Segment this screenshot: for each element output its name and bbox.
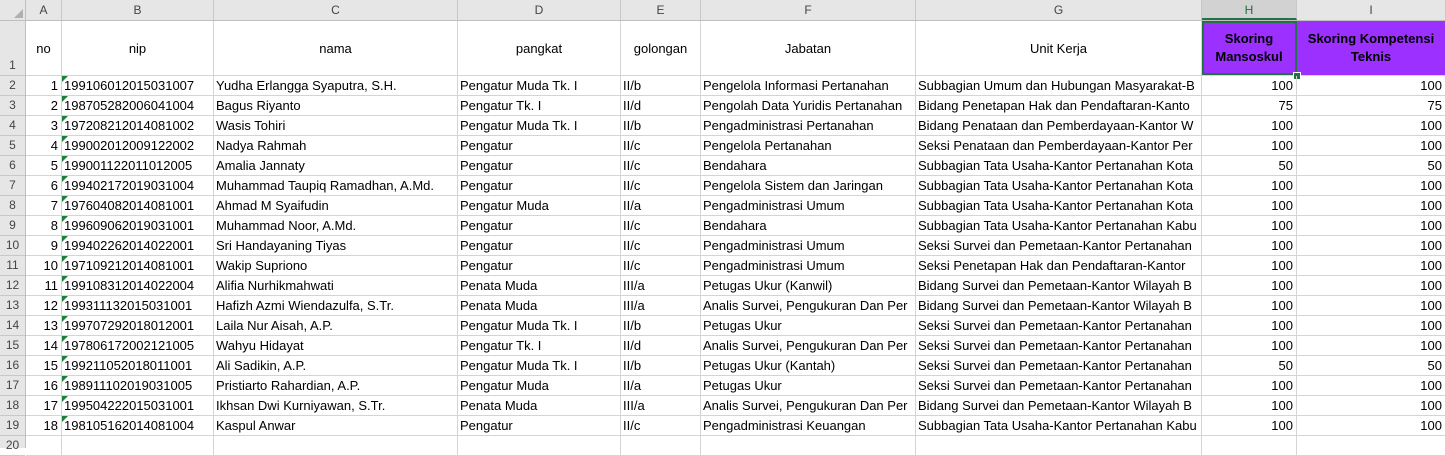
cell-teknis[interactable]: 100 [1297,216,1446,235]
cell-pangkat[interactable]: Penata Muda [458,396,621,415]
cell-mansoskul[interactable]: 100 [1202,296,1297,315]
cell-jabatan[interactable]: Pengelola Pertanahan [701,136,916,155]
table-row [26,176,1446,196]
cell-jabatan[interactable]: Petugas Ukur [701,316,916,335]
cell-teknis[interactable]: 50 [1297,156,1446,175]
cell-golongan[interactable]: II/c [621,176,701,195]
header-pangkat[interactable]: pangkat [458,21,621,75]
cell-pangkat[interactable]: Pengatur [458,176,621,195]
cell-no[interactable]: 7 [26,196,62,215]
cell-mansoskul[interactable]: 100 [1202,76,1297,95]
row-header-12[interactable]: 12 [0,276,25,296]
row-header-18[interactable]: 18 [0,396,25,416]
error-indicator-icon [62,156,68,162]
cell-teknis[interactable]: 100 [1297,316,1446,335]
cell-teknis[interactable]: 50 [1297,356,1446,375]
cell-jabatan[interactable]: Analis Survei, Pengukuran Dan Per [701,296,916,315]
error-indicator-icon [62,216,68,222]
cell-golongan[interactable]: II/b [621,116,701,135]
table-row [26,196,1446,216]
row-header-6[interactable]: 6 [0,156,25,176]
cell-nama[interactable]: Sri Handayaning Tiyas [214,236,458,255]
cell-mansoskul[interactable]: 50 [1202,356,1297,375]
cell-mansoskul[interactable]: 100 [1202,136,1297,155]
cell-nama[interactable]: Ahmad M Syaifudin [214,196,458,215]
error-indicator-icon [62,296,68,302]
cell-pangkat[interactable]: Pengatur [458,136,621,155]
cell-unit[interactable]: Seksi Survei dan Pemetaan-Kantor Pertanahan [916,316,1202,335]
cell-pangkat[interactable]: Pengatur [458,216,621,235]
table-row [26,116,1446,136]
header-skoring-teknis[interactable]: Skoring Kompetensi Teknis [1297,21,1446,75]
column-header-d[interactable]: D [458,0,621,20]
cell-jabatan[interactable]: Pengadministrasi Umum [701,236,916,255]
cell-mansoskul[interactable]: 100 [1202,116,1297,135]
cell-nama[interactable]: Bagus Riyanto [214,96,458,115]
cell-no[interactable]: 6 [26,176,62,195]
cell-jabatan[interactable]: Petugas Ukur (Kanwil) [701,276,916,295]
cell-mansoskul[interactable]: 100 [1202,376,1297,395]
row-header-7[interactable]: 7 [0,176,25,196]
cell-pangkat[interactable]: Pengatur Muda Tk. I [458,116,621,135]
empty-cell[interactable] [1202,436,1297,455]
cell-unit[interactable]: Seksi Survei dan Pemetaan-Kantor Pertanahan [916,236,1202,255]
cell-unit[interactable]: Subbagian Tata Usaha-Kantor Pertanahan Kota [916,176,1202,195]
column-header-i[interactable]: I [1297,0,1446,20]
cell-pangkat[interactable]: Pengatur Muda [458,196,621,215]
cell-unit[interactable]: Bidang Penetapan Hak dan Pendaftaran-Kanto [916,96,1202,115]
cell-nama[interactable]: Kaspul Anwar [214,416,458,435]
cell-mansoskul[interactable]: 100 [1202,396,1297,415]
cell-jabatan[interactable]: Bendahara [701,156,916,175]
error-indicator-icon [62,176,68,182]
header-nama[interactable]: nama [214,21,458,75]
header-unit-kerja[interactable]: Unit Kerja [916,21,1202,75]
cell-mansoskul[interactable]: 100 [1202,176,1297,195]
cell-no[interactable]: 9 [26,236,62,255]
header-jabatan[interactable]: Jabatan [701,21,916,75]
cell-nama[interactable]: Laila Nur Aisah, A.P. [214,316,458,335]
cell-teknis[interactable]: 75 [1297,96,1446,115]
cell-unit[interactable]: Seksi Survei dan Pemetaan-Kantor Pertanahan [916,376,1202,395]
header-golongan[interactable]: golongan [621,21,701,75]
cell-nip[interactable]: 197806172002121005 [62,336,214,355]
cell-jabatan[interactable]: Bendahara [701,216,916,235]
cell-mansoskul[interactable]: 100 [1202,316,1297,335]
table-row [26,216,1446,236]
cell-jabatan[interactable]: Pengadministrasi Pertanahan [701,116,916,135]
row-header-1[interactable]: 1 [0,21,25,76]
cell-no[interactable]: 4 [26,136,62,155]
cell-mansoskul[interactable]: 100 [1202,196,1297,215]
table-row [26,396,1446,416]
cell-nip[interactable]: 199402172019031004 [62,176,214,195]
cell-teknis[interactable]: 100 [1297,376,1446,395]
cell-unit[interactable]: Seksi Penataan dan Pemberdayaan-Kantor Per [916,136,1202,155]
cell-unit[interactable]: Subbagian Tata Usaha-Kantor Pertanahan Kota [916,156,1202,175]
error-indicator-icon [62,236,68,242]
cell-pangkat[interactable]: Pengatur Tk. I [458,96,621,115]
cell-teknis[interactable]: 100 [1297,116,1446,135]
error-indicator-icon [62,116,68,122]
cell-nama[interactable]: Ali Sadikin, A.P. [214,356,458,375]
cell-unit[interactable]: Bidang Survei dan Pemetaan-Kantor Wilayah B [916,396,1202,415]
cell-nama[interactable]: Alifia Nurhikmahwati [214,276,458,295]
cell-teknis[interactable]: 100 [1297,76,1446,95]
row-header-4[interactable]: 4 [0,116,25,136]
cell-mansoskul[interactable]: 100 [1202,276,1297,295]
cell-no[interactable]: 1 [26,76,62,95]
table-row [26,336,1446,356]
row-header-2[interactable]: 2 [0,76,25,96]
error-indicator-icon [62,316,68,322]
cell-teknis[interactable]: 100 [1297,276,1446,295]
row-header-10[interactable]: 10 [0,236,25,256]
row-header-3[interactable]: 3 [0,96,25,116]
cell-nip[interactable]: 199002012009122002 [62,136,214,155]
row-header-8[interactable]: 8 [0,196,25,216]
table-row [26,156,1446,176]
cell-nip[interactable]: 199311132015031001 [62,296,214,315]
cell-nama[interactable]: Wasis Tohiri [214,116,458,135]
cell-pangkat[interactable]: Pengatur [458,416,621,435]
cell-nip[interactable]: 199106012015031007 [62,76,214,95]
cell-pangkat[interactable]: Pengatur Tk. I [458,336,621,355]
row-header-20[interactable]: 20 [0,436,25,456]
cell-jabatan[interactable]: Pengadministrasi Keuangan [701,416,916,435]
error-indicator-icon [62,416,68,422]
error-indicator-icon [62,356,68,362]
column-header-g[interactable]: G [916,0,1202,20]
cell-unit[interactable]: Seksi Survei dan Pemetaan-Kantor Pertanahan [916,336,1202,355]
cell-pangkat[interactable]: Pengatur Muda Tk. I [458,76,621,95]
cell-golongan[interactable]: II/d [621,336,701,355]
error-indicator-icon [62,376,68,382]
cell-nama[interactable]: Pristiarto Rahardian, A.P. [214,376,458,395]
cell-mansoskul[interactable]: 100 [1202,236,1297,255]
cell-no[interactable]: 2 [26,96,62,115]
cell-mansoskul[interactable]: 100 [1202,336,1297,355]
cell-no[interactable]: 14 [26,336,62,355]
cell-teknis[interactable]: 100 [1297,196,1446,215]
cell-jabatan[interactable]: Pengolah Data Yuridis Pertanahan [701,96,916,115]
row-header-16[interactable]: 16 [0,356,25,376]
empty-cell[interactable] [621,436,701,455]
select-all-button[interactable] [0,0,26,20]
column-header-e[interactable]: E [621,0,701,20]
cell-golongan[interactable]: II/b [621,356,701,375]
row-header-bar [0,21,26,452]
cell-mansoskul[interactable]: 100 [1202,256,1297,275]
table-row [26,316,1446,336]
cell-nama[interactable]: Muhammad Taupiq Ramadhan, A.Md. [214,176,458,195]
cell-mansoskul[interactable]: 100 [1202,216,1297,235]
cell-nip[interactable]: 197208212014081002 [62,116,214,135]
cell-nama[interactable]: Wakip Supriono [214,256,458,275]
cell-teknis[interactable]: 100 [1297,236,1446,255]
cell-pangkat[interactable]: Pengatur [458,156,621,175]
cell-nip[interactable]: 198911102019031005 [62,376,214,395]
column-header-bar [0,0,1446,21]
cell-no[interactable]: 10 [26,256,62,275]
empty-cell[interactable] [458,436,621,455]
cell-golongan[interactable]: II/c [621,416,701,435]
table-row [26,136,1446,156]
cell-nip[interactable]: 199211052018011001 [62,356,214,375]
cell-unit[interactable]: Subbagian Tata Usaha-Kantor Pertanahan Kota [916,196,1202,215]
cell-jabatan[interactable]: Pengelola Informasi Pertanahan [701,76,916,95]
cell-golongan[interactable]: II/a [621,196,701,215]
cell-teknis[interactable]: 100 [1297,136,1446,155]
cell-unit[interactable]: Bidang Penataan dan Pemberdayaan-Kantor W [916,116,1202,135]
row-header-9[interactable]: 9 [0,216,25,236]
column-header-c[interactable]: C [214,0,458,20]
error-indicator-icon [62,256,68,262]
header-row [26,21,1446,76]
error-indicator-icon [62,76,68,82]
empty-cell[interactable] [916,436,1202,455]
cell-nama[interactable]: Hafizh Azmi Wiendazulfa, S.Tr. [214,296,458,315]
error-indicator-icon [62,136,68,142]
row-header-19[interactable]: 19 [0,416,25,436]
row-header-5[interactable]: 5 [0,136,25,156]
cell-golongan[interactable]: II/a [621,376,701,395]
table-row [26,296,1446,316]
cell-pangkat[interactable]: Pengatur [458,256,621,275]
cell-no[interactable]: 11 [26,276,62,295]
cell-unit[interactable]: Subbagian Tata Usaha-Kantor Pertanahan Kabu [916,216,1202,235]
cell-golongan[interactable]: II/b [621,76,701,95]
cell-no[interactable]: 18 [26,416,62,435]
cell-golongan[interactable]: II/c [621,256,701,275]
cell-golongan[interactable]: II/b [621,316,701,335]
table-row [26,416,1446,436]
cell-pangkat[interactable]: Pengatur Muda Tk. I [458,316,621,335]
cell-nama[interactable]: Yudha Erlangga Syaputra, S.H. [214,76,458,95]
cell-pangkat[interactable]: Pengatur Muda [458,376,621,395]
cell-unit[interactable]: Seksi Penetapan Hak dan Pendaftaran-Kantor [916,256,1202,275]
cell-mansoskul[interactable]: 100 [1202,416,1297,435]
cell-nip[interactable]: 199707292018012001 [62,316,214,335]
cell-nip[interactable]: 197604082014081001 [62,196,214,215]
cell-teknis[interactable]: 100 [1297,176,1446,195]
cell-jabatan[interactable]: Pengadministrasi Umum [701,196,916,215]
table-row [26,276,1446,296]
cell-jabatan[interactable]: Pengelola Sistem dan Jaringan [701,176,916,195]
cell-pangkat[interactable]: Penata Muda [458,296,621,315]
table-row [26,76,1446,96]
cell-golongan[interactable]: II/c [621,136,701,155]
cell-jabatan[interactable]: Petugas Ukur (Kantah) [701,356,916,375]
cell-no[interactable]: 3 [26,116,62,135]
cell-jabatan[interactable]: Analis Survei, Pengukuran Dan Per [701,336,916,355]
row-header-15[interactable]: 15 [0,336,25,356]
cell-nip[interactable]: 199504222015031001 [62,396,214,415]
cell-unit[interactable]: Subbagian Umum dan Hubungan Masyarakat-B [916,76,1202,95]
cell-golongan[interactable]: II/c [621,156,701,175]
empty-cell[interactable] [1297,436,1446,455]
column-header-h[interactable]: H [1202,0,1297,20]
cell-nama[interactable]: Ikhsan Dwi Kurniyawan, S.Tr. [214,396,458,415]
cell-no[interactable]: 13 [26,316,62,335]
cell-unit[interactable]: Seksi Survei dan Pemetaan-Kantor Pertanahan [916,356,1202,375]
cell-golongan[interactable]: II/c [621,216,701,235]
cell-golongan[interactable]: II/c [621,236,701,255]
empty-cell[interactable] [26,436,62,455]
cell-golongan[interactable]: III/a [621,296,701,315]
cell-no[interactable]: 16 [26,376,62,395]
cell-nip[interactable]: 198705282006041004 [62,96,214,115]
cell-teknis[interactable]: 100 [1297,336,1446,355]
cell-golongan[interactable]: III/a [621,276,701,295]
row-header-13[interactable]: 13 [0,296,25,316]
cell-nip[interactable]: 198105162014081004 [62,416,214,435]
cell-golongan[interactable]: III/a [621,396,701,415]
error-indicator-icon [62,276,68,282]
column-header-b[interactable]: B [62,0,214,20]
cell-nama[interactable]: Nadya Rahmah [214,136,458,155]
cell-nama[interactable]: Wahyu Hidayat [214,336,458,355]
cell-no[interactable]: 17 [26,396,62,415]
cell-jabatan[interactable]: Analis Survei, Pengukuran Dan Per [701,396,916,415]
cell-unit[interactable]: Bidang Survei dan Pemetaan-Kantor Wilayah B [916,296,1202,315]
cell-mansoskul[interactable]: 75 [1202,96,1297,115]
cell-pangkat[interactable]: Pengatur Muda Tk. I [458,356,621,375]
cell-nip[interactable]: 199108312014022004 [62,276,214,295]
cell-jabatan[interactable]: Petugas Ukur [701,376,916,395]
cell-mansoskul[interactable]: 50 [1202,156,1297,175]
empty-cell[interactable] [214,436,458,455]
error-indicator-icon [62,336,68,342]
header-nip[interactable]: nip [62,21,214,75]
empty-row [26,436,1446,456]
cell-no[interactable]: 8 [26,216,62,235]
cell-unit[interactable]: Bidang Survei dan Pemetaan-Kantor Wilayah B [916,276,1202,295]
header-no[interactable]: no [26,21,62,75]
table-row [26,236,1446,256]
error-indicator-icon [62,96,68,102]
cell-no[interactable]: 12 [26,296,62,315]
cell-pangkat[interactable]: Penata Muda [458,276,621,295]
column-header-a[interactable]: A [26,0,62,20]
cell-unit[interactable]: Subbagian Tata Usaha-Kantor Pertanahan Kabu [916,416,1202,435]
error-indicator-icon [62,396,68,402]
row-header-11[interactable]: 11 [0,256,25,276]
cell-nip[interactable]: 199402262014022001 [62,236,214,255]
table-row [26,96,1446,116]
cell-golongan[interactable]: II/d [621,96,701,115]
table-row [26,376,1446,396]
cell-teknis[interactable]: 100 [1297,396,1446,415]
table-row [26,356,1446,376]
column-header-f[interactable]: F [701,0,916,20]
cell-teknis[interactable]: 100 [1297,256,1446,275]
cell-teknis[interactable]: 100 [1297,416,1446,435]
cell-no[interactable]: 15 [26,356,62,375]
row-header-14[interactable]: 14 [0,316,25,336]
empty-cell[interactable] [62,436,214,455]
row-header-17[interactable]: 17 [0,376,25,396]
cell-jabatan[interactable]: Pengadministrasi Umum [701,256,916,275]
empty-cell[interactable] [701,436,916,455]
cell-nama[interactable]: Amalia Jannaty [214,156,458,175]
cell-nip[interactable]: 197109212014081001 [62,256,214,275]
cell-no[interactable]: 5 [26,156,62,175]
cell-teknis[interactable]: 100 [1297,296,1446,315]
error-indicator-icon [62,196,68,202]
cell-nip[interactable]: 199609062019031001 [62,216,214,235]
header-skoring-mansoskul[interactable]: Skoring Mansoskul [1202,21,1297,75]
cell-nama[interactable]: Muhammad Noor, A.Md. [214,216,458,235]
cell-pangkat[interactable]: Pengatur [458,236,621,255]
table-row [26,256,1446,276]
cell-nip[interactable]: 199001122011012005 [62,156,214,175]
